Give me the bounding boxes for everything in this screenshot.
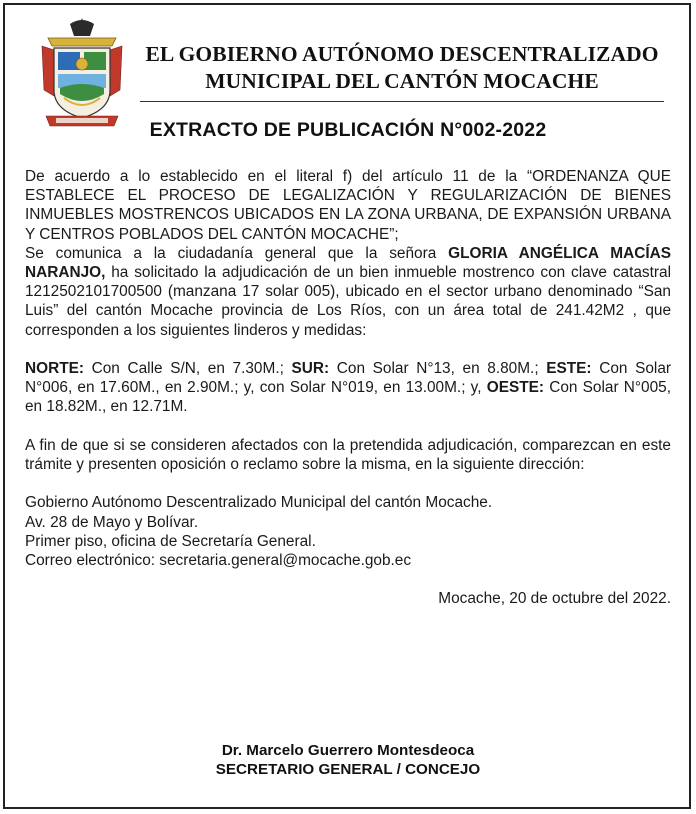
document-date: Mocache, 20 de octubre del 2022. — [438, 590, 671, 608]
header-divider — [140, 101, 664, 102]
south-label: SUR: — [291, 360, 330, 378]
government-header-line1: EL GOBIERNO AUTÓNOMO DESCENTRALIZADO — [145, 42, 659, 66]
objection-paragraph: A fin de que si se consideren afectados con la pretendida adjudicación, comparezcan en este trámite y presenten oposición o reclamo sobre la misma, en la siguiente dirección: — [25, 436, 671, 474]
south-text: Con Solar N°13, en 8.80M.; — [329, 360, 547, 378]
government-header-line2: MUNICIPAL DEL CANTÓN MOCACHE — [205, 69, 599, 93]
address-line3: Primer piso, oficina de Secretaría General. — [25, 532, 316, 550]
address-block — [25, 493, 671, 570]
address-line1: Gobierno Autónomo Descentralizado Municipal del cantón Mocache. — [25, 494, 493, 512]
west-text: Con Solar N°005, en 18.82M., en 12.71M. — [25, 379, 672, 416]
east-text: Con Solar N°006, en 17.60M., en 2.90M.; y, con Solar N°019, en 13.00M.; y, — [25, 360, 671, 397]
west-label: OESTE: — [486, 379, 545, 397]
address-line2: Av. 28 de Mayo y Bolívar. — [25, 513, 199, 531]
legal-basis-paragraph: De acuerdo a lo establecido en el literal f) del artículo 11 de la “ORDENANZA QUE ESTABLECE EL PROCESO DE LEGALIZACIÓN Y REGULARIZACIÓN DE BIENES INMUEBLES MOSTRENCOS UBICADOS EN LA ZONA URBANA, DE EXPANSIÓN URBANA Y CENTROS POBLADOS DEL CANTÓN MOCACHE”; — [25, 168, 671, 243]
document-title: EXTRACTO DE PUBLICACIÓN N°002-2022 — [149, 119, 547, 141]
request-paragraph — [25, 244, 671, 340]
government-header — [140, 41, 664, 95]
municipal-crest-icon — [40, 16, 124, 132]
signer-position: SECRETARIO GENERAL / CONCEJO — [215, 761, 481, 778]
request-intro: Se comunica a la ciudadanía general que la señora — [25, 244, 449, 262]
signature-block — [0, 741, 696, 779]
east-label: ESTE: — [546, 360, 592, 378]
address-email: Correo electrónico: secretaria.general@mocache.gob.ec — [25, 552, 412, 570]
applicant-name: GLORIA ANGÉLICA MACÍAS NARANJO, — [25, 244, 671, 282]
signer-name: Dr. Marcelo Guerrero Montesdeoca — [221, 742, 475, 759]
request-details: ha solicitado la adjudicación de un bien inmueble mostrenco con clave catastral 1212502101700500 (manzana 17 solar 005), ubicado en el sector urbano denominado “San Luis” del cantón Mocache provincia de Los Ríos, con un área total de 241.42M2 , que corresponden a los siguientes linderos y medidas: — [25, 264, 671, 339]
north-label: NORTE: — [25, 360, 84, 378]
document-body — [25, 167, 671, 609]
north-text: Con Calle S/N, en 7.30M.; — [84, 360, 292, 378]
boundaries-paragraph — [25, 359, 671, 417]
